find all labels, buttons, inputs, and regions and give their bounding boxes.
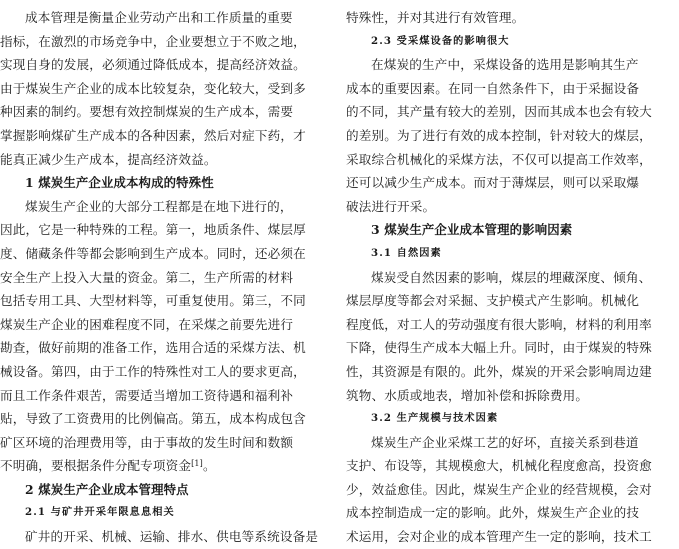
- line-text: 煤炭生产企业的大部分工程都是在地下进行的，: [25, 198, 293, 214]
- paragraph-line: [0, 360, 330, 384]
- line-text: 在煤炭的生产中，采煤设备的选用是影响其生产: [371, 57, 639, 73]
- paragraph-line: [0, 289, 330, 313]
- line-text: 实现自身的发展，必须通过降低成本，提高经济效益。: [0, 57, 306, 73]
- line-text: 性，其资源是有限的。此外，煤炭的开采会影响周边建: [346, 363, 652, 379]
- section-heading: [0, 171, 330, 195]
- paragraph-line: [0, 336, 330, 360]
- line-text: 2.3 受采煤设备的影响很大: [371, 34, 510, 47]
- paragraph-line: [346, 478, 679, 502]
- line-text: 3.1 自然因素: [371, 246, 442, 259]
- paragraph-line: [346, 148, 679, 172]
- paragraph-line: [346, 6, 679, 30]
- line-text: 3 煤炭生产企业成本管理的影响因素: [371, 222, 573, 238]
- line-text: 特殊性，并对其进行有效管理。: [346, 10, 525, 25]
- line-text: 煤炭生产企业的困难程度不同，在采煤之前要先进行: [0, 316, 294, 332]
- paragraph-line: [346, 501, 679, 525]
- subsection-heading: [346, 242, 679, 266]
- paragraph-line: [0, 525, 330, 549]
- paragraph-line: [0, 218, 330, 242]
- line-text: 掌握影响煤矿生产成本的各种因素，然后对症下药，才: [0, 127, 306, 143]
- line-text: 术运用，会对企业的成本管理产生一定的影响，技术工: [346, 529, 652, 545]
- line-text: 破法进行开采。: [346, 198, 436, 214]
- line-text: 指标，在激烈的市场竞争中，企业要想立于不败之地，: [0, 33, 306, 49]
- paragraph-line: [0, 384, 330, 408]
- paragraph-line: [346, 336, 679, 360]
- paragraph-line: [0, 195, 330, 219]
- line-text: 不明确，要根据条件分配专项资金: [0, 458, 192, 474]
- line-text: 的不同，其产量有较大的差别，因而其成本也会有较大: [346, 104, 652, 120]
- paragraph-line: [0, 454, 330, 478]
- line-text: 煤炭生产企业采煤工艺的好坏，直接关系到巷道: [371, 434, 639, 450]
- paragraph-line: [346, 195, 679, 219]
- paragraph-line: [346, 313, 679, 337]
- line-text: 成本的重要因素。在同一自然条件下，由于采掘设备: [346, 80, 640, 96]
- line-text: 3.2 生产规模与技术因素: [371, 412, 499, 425]
- subsection-heading: [346, 407, 679, 431]
- line-text: 因此，它是一种特殊的工程。第一，地质条件、煤层厚: [0, 222, 306, 238]
- line-text: 筑物、水质或地表，增加补偿和拆除费用。: [346, 387, 589, 403]
- line-text: 下降，使得生产成本大幅上升。同时，由于煤炭的特殊: [346, 340, 652, 356]
- right-column: [346, 6, 679, 549]
- paragraph-line: [0, 407, 330, 431]
- line-text: 的差别。为了进行有效的成本控制，针对较大的煤层，: [346, 127, 652, 143]
- paragraph-line: [0, 148, 330, 172]
- line-text: 由于煤炭生产企业的成本比较复杂，变化较大，受到多: [0, 80, 306, 96]
- line-text-tail: 。: [202, 458, 216, 474]
- line-text: 程度低，对工人的劳动强度有很大影响，材料的利用率: [346, 316, 652, 332]
- line-text: 械设备。第四，由于工作的特殊性对工人的要求更高，: [0, 363, 306, 379]
- paragraph-line: [0, 6, 330, 30]
- line-text: 采取综合机械化的采煤方法，不仅可以提高工作效率，: [346, 151, 652, 167]
- paragraph-line: [346, 454, 679, 478]
- paragraph-line: [346, 171, 679, 195]
- paragraph-line: [0, 30, 330, 54]
- line-text: 矿区环境的治理费用等，由于事故的发生时间和数额: [0, 434, 294, 450]
- line-text: 种因素的制约。要想有效控制煤炭的生产成本，需要: [0, 104, 294, 120]
- paragraph-line: [346, 53, 679, 77]
- line-text: 能真正减少生产成本，提高经济效益。: [0, 151, 217, 167]
- line-text: 2.1 与矿井开采年限息息相关: [25, 506, 175, 519]
- line-text: 2 煤炭生产企业成本管理特点: [25, 481, 189, 497]
- paragraph-line: [346, 525, 679, 549]
- paragraph-line: [346, 100, 679, 124]
- paragraph-line: [0, 266, 330, 290]
- line-text: 安全生产上投入大量的资金。第二，生产所需的材料: [0, 269, 294, 285]
- line-text: 贴，导致了工资费用的比例偏高。第五，成本构成包含: [0, 411, 306, 427]
- paragraph-line: [346, 124, 679, 148]
- citation-reference: [1]: [191, 459, 203, 469]
- subsection-heading: [346, 30, 679, 54]
- section-heading: [346, 218, 679, 242]
- line-text: 矿井的开采、机械、运输、排水、供电等系统设备是: [25, 529, 319, 545]
- paragraph-line: [346, 77, 679, 101]
- paragraph-line: [0, 242, 330, 266]
- line-text: 支护、布设等，其规模愈大，机械化程度愈高，投资愈: [346, 458, 652, 474]
- line-text: 而且工作条件艰苦，需要适当增加工资待遇和福利补: [0, 387, 294, 403]
- line-text: 成本控制造成一定的影响。此外，煤炭生产企业的技: [346, 505, 640, 521]
- line-text: 勘查，做好前期的准备工作，选用合适的采煤方法、机: [0, 340, 306, 356]
- line-text: 煤层厚度等都会对采掘、支护模式产生影响。机械化: [346, 293, 640, 309]
- paragraph-line: [0, 77, 330, 101]
- line-text: 包括专用工具、大型材料等，可重复使用。第三，不同: [0, 293, 306, 309]
- line-text: 煤炭受自然因素的影响，煤层的埋藏深度、倾角、: [371, 269, 652, 285]
- line-text: 成本管理是衡量企业劳动产出和工作质量的重要: [25, 10, 293, 25]
- paragraph-line: [0, 53, 330, 77]
- left-column: [0, 6, 330, 549]
- paragraph-line: [346, 431, 679, 455]
- subsection-heading: [0, 501, 330, 525]
- paragraph-line: [0, 431, 330, 455]
- line-text: 少，效益愈佳。因此，煤炭生产企业的经营规模，会对: [346, 481, 652, 497]
- paragraph-line: [0, 313, 330, 337]
- line-text: 还可以减少生产成本。而对于薄煤层，则可以采取爆: [346, 175, 640, 191]
- paragraph-line: [346, 266, 679, 290]
- paragraph-line: [0, 124, 330, 148]
- line-text: 1 煤炭生产企业成本构成的特殊性: [25, 175, 214, 191]
- paragraph-line: [346, 360, 679, 384]
- paragraph-line: [346, 384, 679, 408]
- paragraph-line: [346, 289, 679, 313]
- line-text: 度、储藏条件等都会影响到生产成本。同时，还必须在: [0, 245, 306, 261]
- section-heading: [0, 478, 330, 502]
- paragraph-line: [0, 100, 330, 124]
